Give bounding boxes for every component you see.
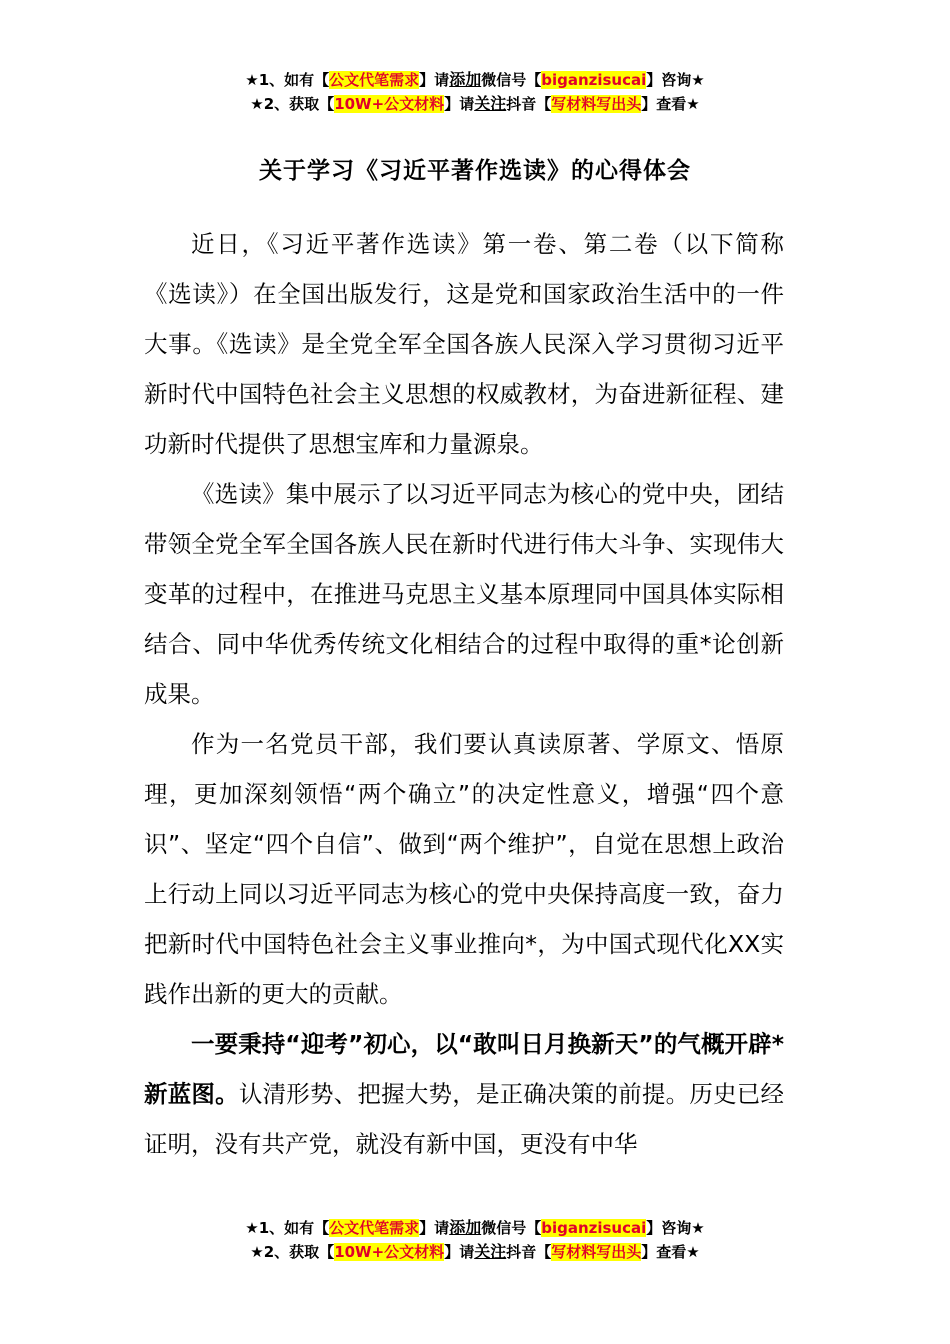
banner-text: 】请	[444, 95, 475, 113]
paragraph-4-heading: 一要秉持“迎考”初心，以“敢叫日月换新天”的气概开辟*新蓝图。	[144, 1030, 784, 1108]
banner-text: 微信号【	[481, 1219, 542, 1237]
banner-text: 】请	[419, 71, 450, 89]
banner-text: 】请	[419, 1219, 450, 1237]
banner-highlight: 10W+公文材料	[334, 1243, 445, 1261]
banner-text: ★2、获取【	[250, 95, 335, 113]
banner-underline: 关注	[474, 94, 507, 113]
banner-text: 微信号【	[481, 71, 542, 89]
banner-line-2	[0, 1240, 950, 1264]
banner-underline: 添加	[449, 70, 482, 89]
banner-line-1	[0, 68, 950, 92]
banner-text: 】请	[444, 1243, 475, 1261]
promo-banner-bottom	[0, 1216, 950, 1264]
document-title: 关于学习《习近平著作选读》的心得体会	[259, 158, 691, 184]
paragraph-4-text: 认清形势、把握大势，是正确决策的前提。历史已经证明，没有共产党，就没有新中国，更没有中华	[144, 1080, 785, 1158]
banner-douyin-name: 写材料写出头	[551, 95, 642, 113]
promo-banner-top	[0, 68, 950, 116]
banner-text: 】咨询★	[646, 71, 705, 89]
banner-wechat-id: biganzisucai	[541, 71, 647, 89]
banner-line-1	[0, 1216, 950, 1240]
banner-text: 抖音【	[506, 95, 552, 113]
paragraph-2: 《选读》集中展示了以习近平同志为核心的党中央，团结带领全党全军全国各族人民在新时代进行伟大斗争、实现伟大变革的过程中，在推进马克思主义基本原理同中国具体实际相结合、同中华优秀传统文化相结合的过程中取得的重*论创新成果。	[144, 480, 784, 708]
banner-text: 】查看★	[641, 95, 700, 113]
banner-underline: 添加	[449, 1218, 482, 1237]
banner-highlight: 公文代笔需求	[329, 71, 420, 89]
banner-text: 】咨询★	[646, 1219, 705, 1237]
banner-text: 抖音【	[506, 1243, 552, 1261]
document-body	[144, 219, 784, 1169]
paragraph-3: 作为一名党员干部，我们要认真读原著、学原文、悟原理，更加深刻领悟“两个确立”的决定性意义，增强“四个意识”、坚定“四个自信”、做到“两个维护”，自觉在思想上政治上行动上同以习近平同志为核心的党中央保持高度一致，奋力把新时代中国特色社会主义事业推向*，为中国式现代化XX实践作出新的更大的贡献。	[144, 730, 784, 1008]
banner-line-2	[0, 92, 950, 116]
paragraph-1: 近日，《习近平著作选读》第一卷、第二卷（以下简称《选读》）在全国出版发行，这是党和国家政治生活中的一件大事。《选读》是全党全军全国各族人民深入学习贯彻习近平新时代中国特色社会主义思想的权威教材，为奋进新征程、建功新时代提供了思想宝库和力量源泉。	[144, 230, 784, 458]
banner-highlight: 公文代笔需求	[329, 1219, 420, 1237]
banner-douyin-name: 写材料写出头	[551, 1243, 642, 1261]
banner-wechat-id: biganzisucai	[541, 1219, 647, 1237]
banner-text: ★2、获取【	[250, 1243, 335, 1261]
banner-highlight: 10W+公文材料	[334, 95, 445, 113]
banner-text: ★1、如有【	[245, 1219, 330, 1237]
paragraph-4	[144, 1019, 784, 1169]
banner-text: ★1、如有【	[245, 71, 330, 89]
banner-underline: 关注	[474, 1242, 507, 1261]
banner-text: 】查看★	[641, 1243, 700, 1261]
